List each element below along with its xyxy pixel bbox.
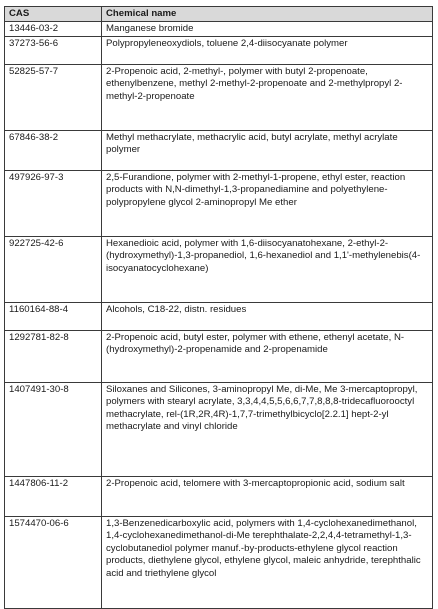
chemical-name-cell: Manganese bromide [102,22,433,37]
chemical-name-cell: Siloxanes and Silicones, 3-aminopropyl Me, di-Me, Me 3-mercaptopropyl, polymers with stearyl acrylate, 3,3,4,4,5,5,6,6,7,7,8,8,8-tridecafluorooctyl methacrylate, rel-(1R,2R,4R)-1,7,7-trimethylbicyclo[2.2.1] hept-2-yl methacrylate and vinyl chloride [102,382,433,476]
header-chemical-name: Chemical name [102,7,433,22]
cas-cell: 497926-97-3 [5,170,102,236]
chemical-name-cell: 2,5-Furandione, polymer with 2-methyl-1-propene, ethyl ester, reaction products with N,N-dimethyl-1,3-propanediamine and polyethylene-polypropylene glycol 2-aminopropyl Me ether [102,170,433,236]
cas-cell: 1407491-30-8 [5,382,102,476]
chemical-name-cell: Hexanedioic acid, polymer with 1,6-diisocyanatohexane, 2-ethyl-2-(hydroxymethyl)-1,3-propanediol, 1,6-hexanediol and 1,1'-methylenebis(4-isocyanatocyclohexane) [102,236,433,302]
chemical-name-cell: Polypropyleneoxydiols, toluene 2,4-diisocyanate polymer [102,36,433,64]
cas-cell: 1292781-82-8 [5,330,102,382]
chemical-name-cell: 2-Propenoic acid, 2-methyl-, polymer with butyl 2-propenoate, ethenylbenzene, methyl 2-methyl-2-propenoate and 2-methylpropyl 2-methyl-2-propenoate [102,64,433,130]
cas-cell: 37273-56-6 [5,36,102,64]
cas-cell: 922725-42-6 [5,236,102,302]
table-row [5,236,433,302]
table-row [5,22,433,37]
table-row [5,330,433,382]
table-row [5,302,433,330]
header-row [5,7,433,22]
table-row [5,476,433,516]
chemical-name-cell: Alcohols, C18-22, distn. residues [102,302,433,330]
chemical-name-cell: 2-Propenoic acid, butyl ester, polymer with ethene, ethenyl acetate, N-(hydroxymethyl)-2-propenamide and 2-propenamide [102,330,433,382]
table-row [5,130,433,170]
chemical-name-cell: 1,3-Benzenedicarboxylic acid, polymers with 1,4-cyclohexanedimethanol, 1,4-cyclohexanedimethanol-di-Me terephthalate-2,2,4,4-tetramethyl-1,3-cyclobutanediol polymer manuf.-by-products-ethylene glycol reaction products, diethylene glycol, ethylene glycol, maleic anhydride, terephthalic acid and triethylene glycol [102,516,433,608]
cas-cell: 1160164-88-4 [5,302,102,330]
table-header [5,7,433,22]
cas-cell: 52825-57-7 [5,64,102,130]
cas-cell: 13446-03-2 [5,22,102,37]
cas-cell: 67846-38-2 [5,130,102,170]
header-cas: CAS [5,7,102,22]
table-row [5,36,433,64]
table-body [5,22,433,609]
table-row [5,382,433,476]
chemical-name-cell: 2-Propenoic acid, telomere with 3-mercaptopropionic acid, sodium salt [102,476,433,516]
cas-cell: 1574470-06-6 [5,516,102,608]
chemical-name-cell: Methyl methacrylate, methacrylic acid, butyl acrylate, methyl acrylate polymer [102,130,433,170]
cas-cell: 1447806-11-2 [5,476,102,516]
chemical-table [4,6,433,609]
table-row [5,64,433,130]
table-row [5,516,433,608]
table-row [5,170,433,236]
